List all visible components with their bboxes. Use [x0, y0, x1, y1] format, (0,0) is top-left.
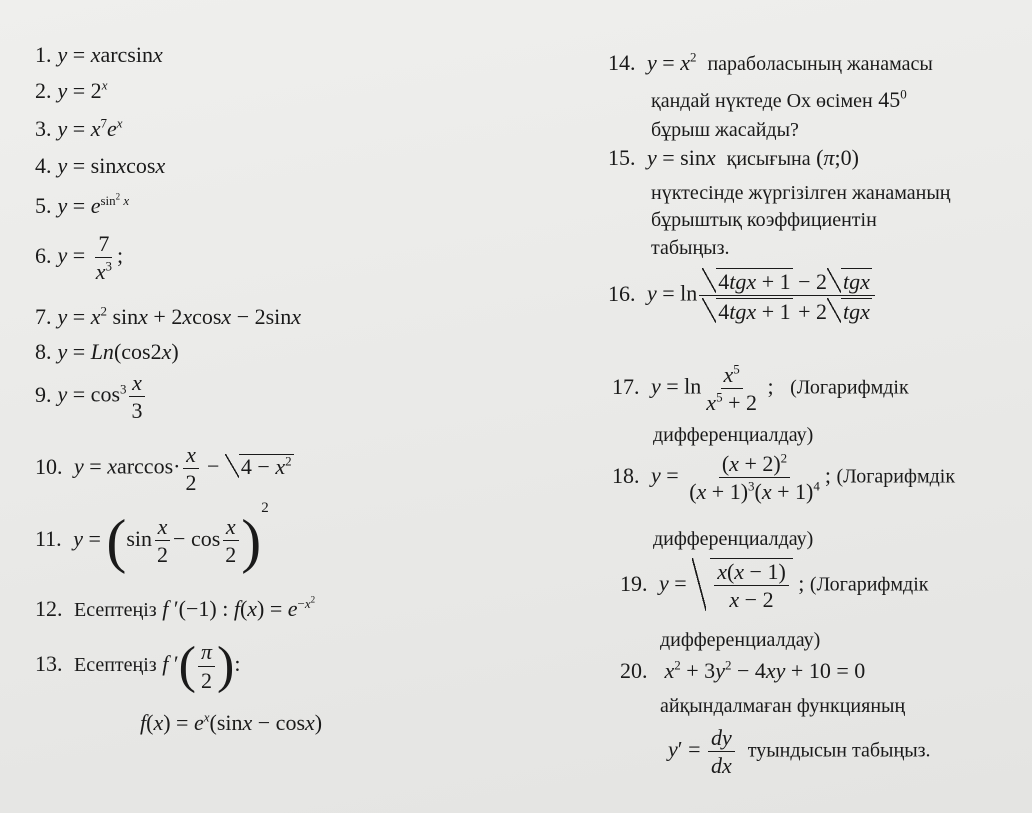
problem-number: 16. [608, 280, 636, 306]
problem-number: 1. [35, 42, 52, 67]
problem-13-function: $f(x) = e^x(\sin x - \cos x)$ [140, 709, 323, 735]
problem-number: 18. [612, 462, 640, 488]
problem-5: 5. $y = e^{sin^2 x}$ [35, 191, 130, 218]
problem-6: 6. y = $\frac{7}{x^3}$ ; [35, 231, 124, 285]
problem-13: 13. Есептеңіз f ′( $\frac{\pi}{2}$ ): [35, 637, 241, 694]
problem-number: 10. [35, 453, 63, 479]
problem-20-line-2 [660, 694, 905, 716]
problem-17: 17. y = ln $\frac{x^5}{x^5 + 2}$ ; (Логарифмдік [612, 361, 909, 416]
problem-18-line-2 [653, 527, 813, 549]
log-label: (Логарифмдік [790, 376, 909, 399]
problem-4: 4. y = sinxcosx [35, 153, 166, 178]
problem-15-text-d: табыңыз. [651, 237, 730, 259]
problem-number: 11. [35, 526, 62, 551]
diff-label: дифференциалдау) [653, 424, 814, 446]
problem-3: 3. $y = x^7e^x$ [35, 115, 123, 141]
problem-number: 14. [608, 50, 636, 75]
problem-19: 19. y = $\frac{x(x - 1)}{x - 2}$ ; (Логарифмдік [620, 559, 929, 613]
problem-9: 9. $y = \cos^3$ $\frac{x}{3}$ [35, 371, 148, 422]
problem-number: 12. [35, 596, 63, 621]
problem-15-line-2 [651, 181, 951, 203]
problem-8: 8. y = Ln(cos2x) [35, 339, 179, 364]
problem-number: 8. [35, 339, 52, 364]
problem-14-text-c: бұрыш жасайды? [651, 119, 799, 141]
problem-number: 3. [35, 116, 52, 141]
problem-17-line-2 [653, 423, 813, 445]
problem-14-text-b: қандай нүктеде Ох өсімен [651, 90, 873, 112]
problem-15-text-a: қисығына [726, 148, 811, 170]
log-label: (Логарифмдік [836, 465, 956, 488]
problem-19-line-2 [660, 628, 820, 650]
compute-label: Есептеңіз [74, 599, 157, 621]
problem-15: 15. y = sinx қисығына (π;0) [608, 145, 859, 170]
problem-number: 15. [608, 145, 636, 170]
problem-15-line-4 [651, 236, 730, 258]
problem-20-text-a: айқындалмаған функцияның [660, 695, 906, 717]
problem-14-line-3 [651, 118, 799, 140]
problem-12: 12. Есептеңіз f ′(−1) : $f(x) = e^{-x^2}$ [35, 594, 316, 621]
compute-label: Есептеңіз [74, 654, 157, 677]
problem-number: 13. [35, 651, 63, 677]
problem-10: 10. y = xarccos· $\frac{x}{2}$ − $4 - x^2$ [35, 442, 292, 496]
problem-number: 17. [612, 373, 640, 399]
log-label: (Логарифмдік [809, 573, 929, 596]
problem-1: 1. y = xarcsinx [35, 42, 163, 67]
problem-2: 2. $y = 2^x$ [35, 77, 108, 103]
problem-16: 16. y = ln $\frac{\text{4tgx + 1 − 2 tgx}}{\text{4tgx + 1 + 2 tgx}}$ [608, 268, 877, 323]
problem-number: 4. [35, 153, 52, 178]
problem-20-text-b: туындысын табыңыз. [747, 739, 931, 762]
problem-11: 11. y = (sin $\frac{x}{2}$ − cos $\frac{x}{2}$ )$^2$ [35, 500, 269, 574]
problem-14-line-2: қандай нүктеде Ох өсімен $45^0$ [651, 86, 907, 112]
problem-7: 7. $y = x^2$ sinx + 2xcosx − 2sinx [35, 303, 302, 329]
problem-number: 20. [620, 658, 648, 683]
problem-number: 9. [35, 381, 52, 407]
problem-number: 5. [35, 193, 52, 218]
problem-20: 20. $x^2 + 3y^2 - 4xy + 10 = 0$ [620, 657, 866, 683]
diff-label: дифференциалдау) [653, 528, 814, 550]
problem-14-text-a: параболасының жанамасы [707, 53, 933, 75]
problem-15-text-b: нүктесінде жүргізілген жанаманың [651, 182, 951, 204]
problem-number: 6. [35, 242, 52, 268]
problem-number: 19. [620, 570, 648, 596]
problem-15-text-c: бұрыштық коэффициентін [651, 209, 877, 231]
problem-15-line-3 [651, 208, 877, 230]
problem-18: 18. y = $\frac{(x + 2)^2}{(x + 1)^3(x + 1)^4}$ ; (Логарифмдік [612, 450, 956, 505]
problem-number: 2. [35, 78, 52, 103]
problem-14: 14. $y = x^2$ параболасының жанамасы [608, 49, 933, 75]
diff-label: дифференциалдау) [660, 629, 821, 651]
problem-number: 7. [35, 304, 52, 329]
problem-20-line-3: y′ = $\frac{dy}{dx}$ туындысын табыңыз. [668, 725, 931, 779]
